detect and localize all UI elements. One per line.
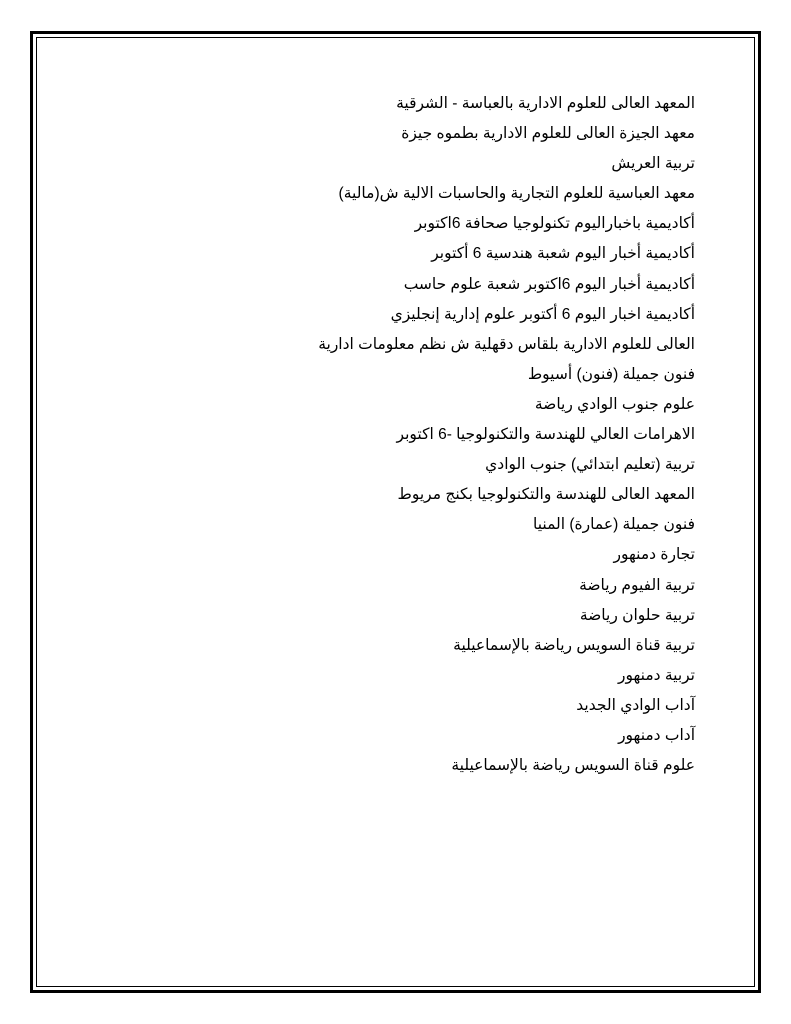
list-item: تربية حلوان رياضة xyxy=(579,606,695,624)
list-item: معهد العباسية للعلوم التجارية والحاسبات الالية ش(مالية) xyxy=(338,185,695,203)
list-item: تربية الفيوم رياضة xyxy=(579,576,695,594)
list-item: آداب دمنهور xyxy=(618,726,695,744)
list-item: آداب الوادي الجديد xyxy=(576,696,695,714)
list-item: العالى للعلوم الادارية بلقاس دقهلية ش نظم معلومات ادارية xyxy=(318,335,695,353)
list-item: علوم قناة السويس رياضة بالإسماعيلية xyxy=(451,757,695,775)
list-item: تربية العريش xyxy=(611,155,695,173)
list-item: فنون جميلة (عمارة) المنيا xyxy=(533,516,695,534)
list-item: معهد الجيزة العالى للعلوم الادارية بطموه جيزة xyxy=(401,125,695,143)
list-item: علوم جنوب الوادي رياضة xyxy=(534,395,695,413)
list-item: أكاديمية باخباراليوم تكنولوجيا صحافة 6اكتوبر xyxy=(414,215,695,233)
list-item: تربية قناة السويس رياضة بالإسماعيلية xyxy=(453,636,695,654)
list-item: أكاديمية أخبار اليوم 6اكتوبر شعبة علوم حاسب xyxy=(403,275,695,293)
list-item: المعهد العالى للهندسة والتكنولوجيا بكنج مريوط xyxy=(397,486,695,504)
list-item: الاهرامات العالي للهندسة والتكنولوجيا -6 اكتوبر xyxy=(396,426,695,444)
list-item: أكاديمية أخبار اليوم شعبة هندسية 6 أكتوبر xyxy=(431,245,695,263)
list-item: تربية دمنهور xyxy=(618,666,695,684)
list-item: تجارة دمنهور xyxy=(613,546,695,564)
list-item: تربية (تعليم ابتدائي) جنوب الوادي xyxy=(485,456,695,474)
list-item: أكاديمية اخبار اليوم 6 أكتوبر علوم إدارية إنجليزي xyxy=(390,305,695,323)
institution-list xyxy=(135,89,695,781)
list-item: فنون جميلة (فنون) أسيوط xyxy=(527,365,695,383)
list-item: المعهد العالى للعلوم الادارية بالعباسة - الشرقية xyxy=(396,95,695,112)
